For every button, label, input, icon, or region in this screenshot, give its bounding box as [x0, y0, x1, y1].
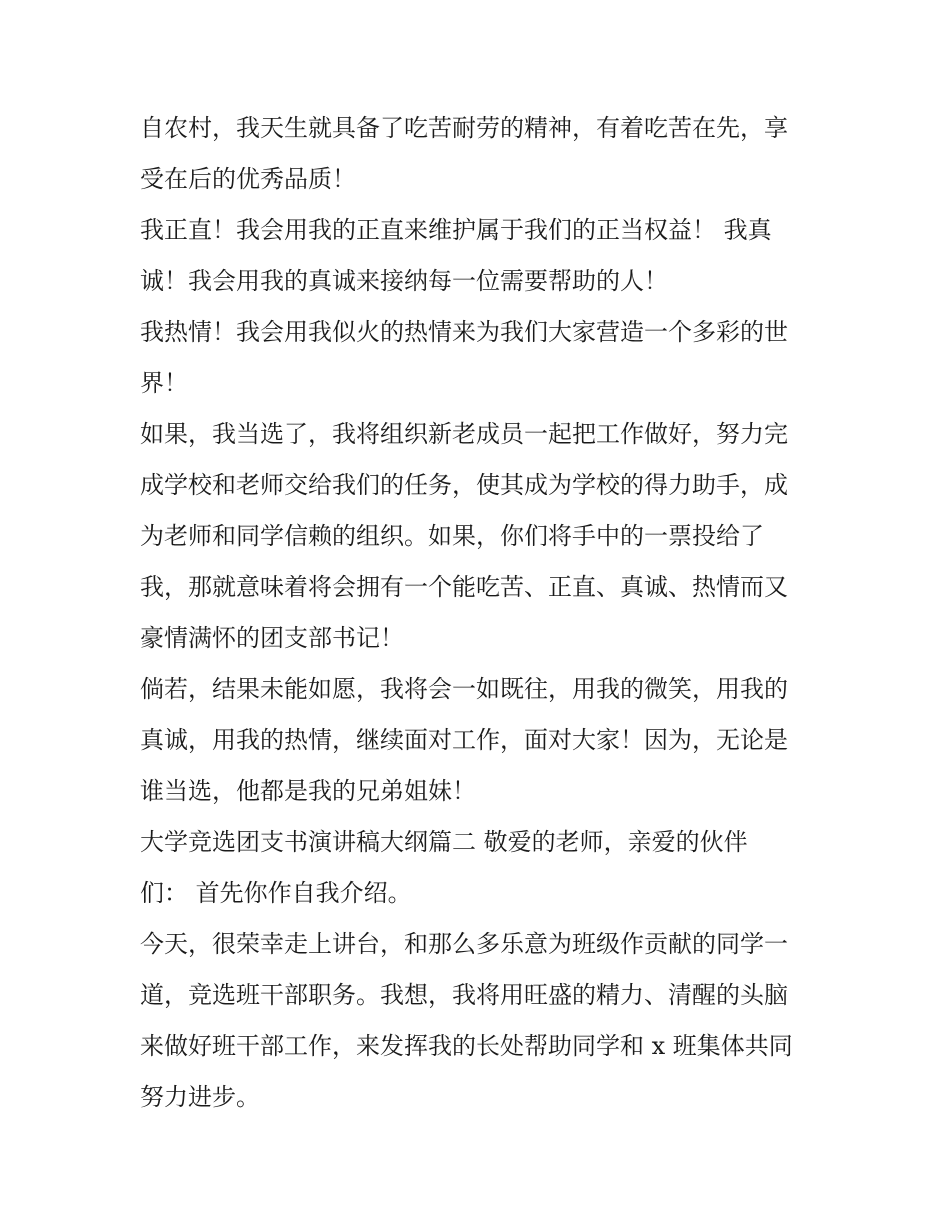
text-line-1: 自农村，我天生就具备了吃苦耐劳的精神，有着吃苦在先，享: [140, 114, 788, 142]
text-line-5: 我热情！我会用我似火的热情来为我们大家营造一个多彩的世: [140, 318, 788, 346]
text-line-13: 真诚，用我的热情，继续面对工作，面对大家！因为，无论是: [140, 726, 788, 754]
text-line-12: 倘若，结果未能如愿，我将会一如既往，用我的微笑，用我的: [140, 675, 788, 703]
text-line-7: 如果，我当选了，我将组织新老成员一起把工作做好，努力完: [140, 420, 788, 448]
text-line-20: 努力进步。: [140, 1083, 260, 1111]
text-line-8: 成学校和老师交给我们的任务，使其成为学校的得力助手，成: [140, 471, 788, 499]
text-line-2: 受在后的优秀品质！: [140, 165, 356, 193]
text-line-18: 道，竞选班干部职务。我想，我将用旺盛的精力、清醒的头脑: [140, 981, 788, 1009]
text-line-16: 们： 首先你作自我介绍。: [140, 879, 412, 907]
text-line-17: 今天，很荣幸走上讲台，和那么多乐意为班级作贡献的同学一: [140, 930, 788, 958]
text-line-15: 大学竞选团支书演讲稿大纲篇二 敬爱的老师，亲爱的伙伴: [140, 828, 748, 856]
text-line-14: 谁当选，他都是我的兄弟姐妹！: [140, 777, 476, 805]
text-line-4: 诚！我会用我的真诚来接纳每一位需要帮助的人！: [140, 267, 668, 295]
text-line-9: 为老师和同学信赖的组织。如果，你们将手中的一票投给了: [140, 522, 764, 550]
document-body: [140, 109, 820, 1129]
text-line-19: 来做好班干部工作，来发挥我的长处帮助同学和 x 班集体共同: [140, 1032, 793, 1060]
text-line-6: 界！: [140, 369, 188, 397]
text-line-10: 我，那就意味着将会拥有一个能吃苦、正直、真诚、热情而又: [140, 573, 788, 601]
text-line-11: 豪情满怀的团支部书记！: [140, 624, 404, 652]
text-line-3: 我正直！我会用我的正直来维护属于我们的正当权益！ 我真: [140, 216, 772, 244]
